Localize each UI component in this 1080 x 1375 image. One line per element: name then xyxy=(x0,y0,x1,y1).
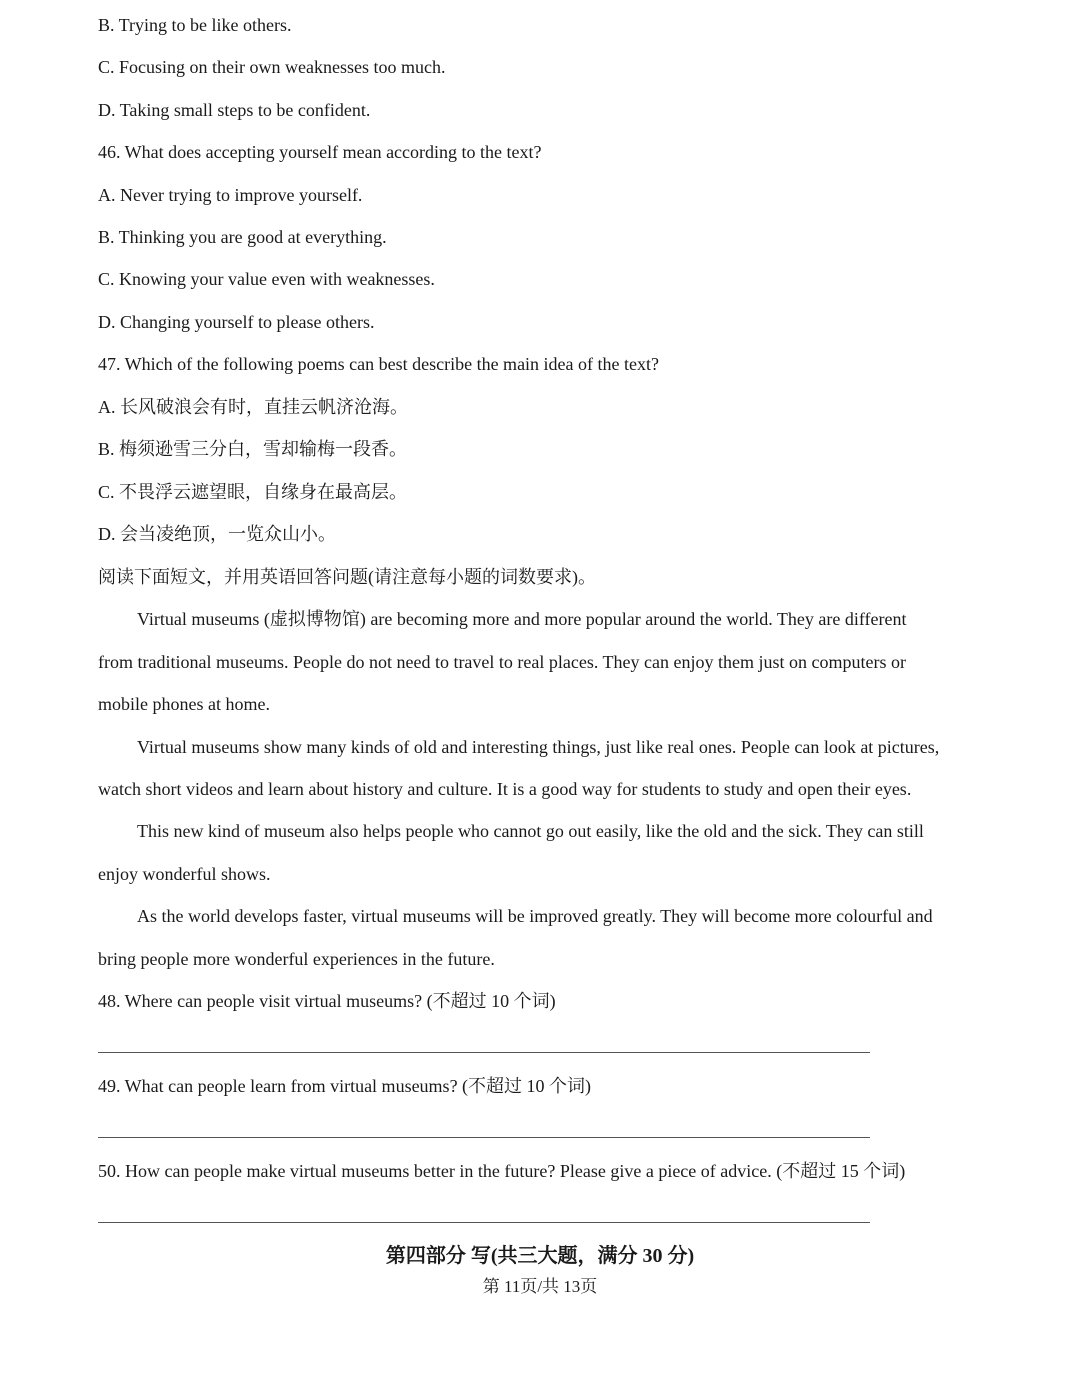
q47-option-d: D. 会当凌绝顶，一览众山小。 xyxy=(98,524,336,544)
reading-instruction: 阅读下面短文，并用英语回答问题(请注意每小题的词数要求)。 xyxy=(98,567,596,587)
q50-question: 50. How can people make virtual museums better in the future? Please give a piece of advice. (不超过 15 个词) xyxy=(98,1161,906,1181)
q48-answer-line[interactable] xyxy=(98,1052,870,1053)
passage-p2-line2: watch short videos and learn about history and culture. It is a good way for students to study and open their eyes. xyxy=(98,779,912,799)
q45-option-c: C. Focusing on their own weaknesses too much. xyxy=(98,57,446,77)
passage-p4-line1: As the world develops faster, virtual museums will be improved greatly. They will become more colourful and xyxy=(137,906,933,926)
section-title: 第四部分 写(共三大题，满分 30 分) xyxy=(385,1245,695,1267)
q46-option-a: A. Never trying to improve yourself. xyxy=(98,185,363,205)
passage-p1-line2: from traditional museums. People do not need to travel to real places. They can enjoy them just on computers or xyxy=(98,652,906,672)
passage-p1-line1: Virtual museums (虚拟博物馆) are becoming more and more popular around the world. They are different xyxy=(137,609,907,629)
q48-question: 48. Where can people visit virtual museums? (不超过 10 个词) xyxy=(98,991,556,1011)
q47-option-b: B. 梅须逊雪三分白，雪却输梅一段香。 xyxy=(98,439,408,459)
q45-option-d: D. Taking small steps to be confident. xyxy=(98,100,371,120)
passage-p1-line3: mobile phones at home. xyxy=(98,694,270,714)
q46-option-b: B. Thinking you are good at everything. xyxy=(98,227,387,247)
passage-p4-line2: bring people more wonderful experiences in the future. xyxy=(98,949,495,969)
passage-p2-line1: Virtual museums show many kinds of old and interesting things, just like real ones. People can look at pictures, xyxy=(137,737,940,757)
q46-question: 46. What does accepting yourself mean according to the text? xyxy=(98,142,542,162)
q47-option-c: C. 不畏浮云遮望眼，自缘身在最高层。 xyxy=(98,482,408,502)
q50-answer-line[interactable] xyxy=(98,1222,870,1223)
q46-option-c: C. Knowing your value even with weaknesses. xyxy=(98,269,435,289)
q46-option-d: D. Changing yourself to please others. xyxy=(98,312,375,332)
q47-option-a: A. 长风破浪会有时，直挂云帆济沧海。 xyxy=(98,397,408,417)
q49-question: 49. What can people learn from virtual museums? (不超过 10 个词) xyxy=(98,1076,592,1096)
q47-question: 47. Which of the following poems can best describe the main idea of the text? xyxy=(98,354,659,374)
q45-option-b: B. Trying to be like others. xyxy=(98,15,292,35)
passage-p3-line1: This new kind of museum also helps people who cannot go out easily, like the old and the sick. They can still xyxy=(137,821,924,841)
page-number: 第 11页/共 13页 xyxy=(482,1277,598,1296)
q49-answer-line[interactable] xyxy=(98,1137,870,1138)
passage-p3-line2: enjoy wonderful shows. xyxy=(98,864,271,884)
